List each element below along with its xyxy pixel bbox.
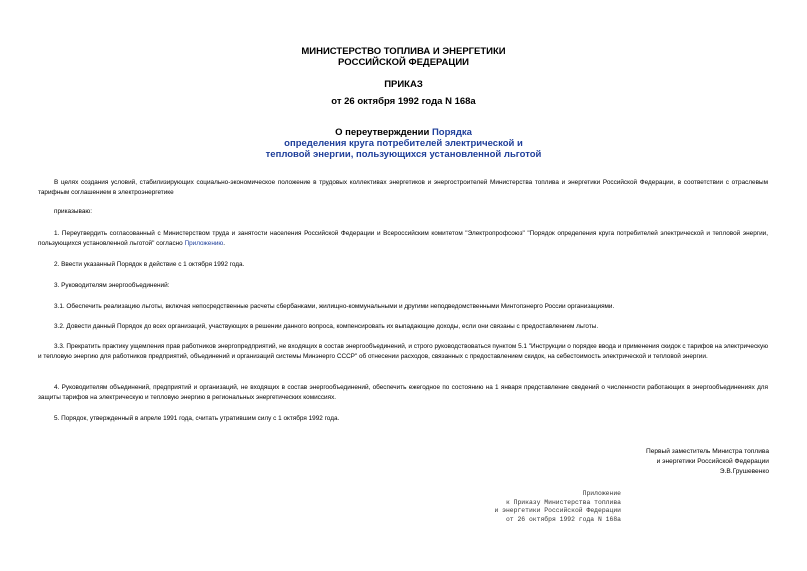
title-line-2[interactable]: определения круга потребителей электрической и xyxy=(284,138,523,149)
paragraph-4: 4. Руководителям объединений, предприятий и организаций, не входящих в состав энергообъединений, обеспечить ежегодное по состоянию на 1 января представление сведений о численности работающих в энергообъединениях для защиты тарифов на электрическую и тепловую энергию в региональных энергетических комиссиях. xyxy=(38,384,768,401)
paragraph-3-3: 3.3. Прекратить практику ущемления прав работников энергопредприятий, не входящих в состав энергообъединений, и строго руководствоваться пунктом 5.1 "Инструкции о порядке ввода и применения скидок с тарифов на электрическую и тепловую энергию для работников предприятий, объединений и организаций системы Минэнерго СССР" об отнесении расходов, связанных с предоставлением скидок, на себестоимость электрической и тепловой энергии. xyxy=(38,343,769,360)
order-date: от 26 октября 1992 года N 168а xyxy=(331,96,476,107)
title-prefix: О переутверждении xyxy=(335,127,432,138)
paragraph-1 xyxy=(38,229,768,249)
paragraph-1-end: . xyxy=(223,240,226,247)
paragraph-3: 3. Руководителям энергообъединений: xyxy=(54,282,170,289)
appendix-header xyxy=(494,490,621,524)
signature-name: Э.В.Грушевенко xyxy=(719,468,769,475)
order-word: приказываю: xyxy=(54,208,92,215)
appendix-line-2: к Приказу Министерства топлива xyxy=(505,498,621,506)
ministry-line-1: МИНИСТЕРСТВО ТОПЛИВА И ЭНЕРГЕТИКИ xyxy=(301,46,506,57)
paragraph-3-1: 3.1. Обеспечить реализацию льготы, включая непосредственные расчеты сбербанками, жилищно-коммунальными и другими неподведомственными Минтопэнерго России организациями. xyxy=(54,303,615,310)
intro-paragraph: В целях создания условий, стабилизирующих социально-экономическое положение в трудовых коллективах энергетиков и энергостроителей Министерства топлива и энергетики Российской Федерации, в соответствии с отраслевым тарифным соглашением в электроэнергетике xyxy=(38,179,768,196)
appendix-line-4: от 26 октября 1992 года N 168а xyxy=(505,515,621,523)
paragraph-3-2: 3.2. Довести данный Порядок до всех организаций, участвующих в решении данного вопроса, компенсировать их выпадающие доходы, если они связаны с предоставлением льготы. xyxy=(54,323,599,330)
ministry-heading xyxy=(0,46,807,68)
paragraph-5: 5. Порядок, утвержденный в апреле 1991 года, считать утратившим силу с 1 октября 1992 года. xyxy=(54,415,340,422)
appendix-link[interactable]: Приложению xyxy=(184,240,224,247)
ministry-line-2: РОССИЙСКОЙ ФЕДЕРАЦИИ xyxy=(337,57,469,68)
paragraph-2: 2. Ввести указанный Порядок в действие с 1 октября 1992 года. xyxy=(54,261,245,268)
signature-line-2: и энергетики Российской Федерации xyxy=(656,458,769,465)
appendix-line-1: Приложение xyxy=(582,490,621,497)
signature-line-1: Первый заместитель Министра топлива xyxy=(645,448,769,455)
document-title xyxy=(0,127,807,160)
order-heading: ПРИКАЗ xyxy=(384,79,423,90)
paragraph-1-text: 1. Переутвердить согласованный с Министерством труда и занятости населения Российской Федерации и Всероссийским комитетом "Электропрофсоюз" "Порядок определения круга потребителей электрической и тепловой энергии, пользующихся установленной льготой" согласно xyxy=(38,230,768,247)
title-link-procedure[interactable]: Порядка xyxy=(431,127,472,138)
title-line-3[interactable]: тепловой энергии, пользующихся установленной льготой xyxy=(265,149,542,160)
appendix-line-3: и энергетики Российской Федерации xyxy=(494,507,621,514)
signature-block xyxy=(529,447,769,477)
